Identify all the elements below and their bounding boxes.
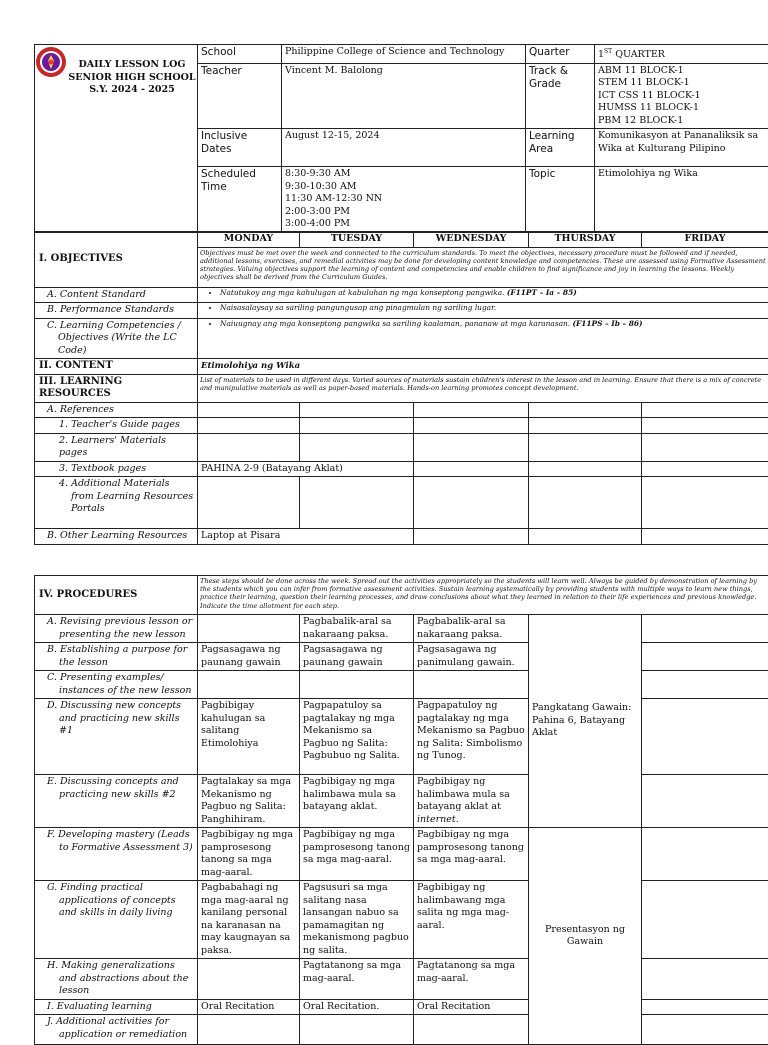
cell <box>642 999 768 1015</box>
procedure-d-wednesday: Pagpapatuloy ng pagtalakay ng mga Mekanismo sa Pagbuo ng Salita: Simbolismo ng Tunog. <box>414 699 529 775</box>
teacher-value: Vincent M. Balolong <box>282 63 526 129</box>
procedure-h-tuesday: Pagtatanong sa mga mag-aaral. <box>300 959 414 1000</box>
procedure-h-wednesday: Pagtatanong sa mga mag-aaral. <box>414 959 529 1000</box>
additional-materials-label: 4. Additional Materials from Learning Resources Portals <box>35 477 198 529</box>
day-header-tuesday: TUESDAY <box>300 232 414 248</box>
procedure-h-label: H. Making generalizations and abstractions about the lesson <box>35 959 198 1000</box>
procedure-b-wednesday: Pagsasagawa ng panimulang gawain. <box>414 643 529 671</box>
lesson-log-table <box>34 44 768 233</box>
school-label: School <box>198 45 282 64</box>
procedure-g-label: G. Finding practical applications of concepts and skills in daily living <box>35 881 198 959</box>
cell <box>529 529 642 545</box>
performance-standards-label: B. Performance Standards <box>35 303 198 319</box>
cell <box>642 828 768 881</box>
cell <box>414 433 529 461</box>
day-header-wednesday: WEDNESDAY <box>414 232 529 248</box>
cell <box>414 418 529 434</box>
procedure-c-monday <box>198 671 300 699</box>
procedure-a-label: A. Revising previous lesson or presenting the new lesson <box>35 615 198 643</box>
cell <box>198 477 300 529</box>
procedure-d-monday: Pagbibigay kahulugan sa salitang Etimolohiya <box>198 699 300 775</box>
learning-resources-label: III. LEARNING RESOURCES <box>35 374 198 402</box>
other-resources-value: Laptop at Pisara <box>198 529 414 545</box>
cell <box>642 775 768 828</box>
thursday-group-activity: Pangkatang Gawain: Pahina 6, Batayang Aklat <box>529 615 642 828</box>
procedures-table <box>34 575 768 1045</box>
day-header-thursday: THURSDAY <box>529 232 642 248</box>
learning-resources-note: List of materials to be used in different days. Varied sources of materials sustain children's interest in the lesson and in learning. Ensure that there is a mix of concrete and manipulative materials as well as paper-based materials. Hands-on learning promotes concept development. <box>198 374 768 402</box>
header-title-line1: DAILY LESSON LOG <box>67 59 197 72</box>
cell <box>198 418 300 434</box>
objectives-note: Objectives must be met over the week and connected to the curriculum standards. To meet the objectives, necessary procedure must be followed and if needed, additional lessons, exercises, and remedial activities may be done for developing content knowledge and competencies. These are assessed using Formative Assessment strategies. Valuing objectives support the learning of content and competencies and enable children to find significance and joy in learning the lessons. Weekly objectives shall be derived from the Curriculum Guides. <box>198 247 768 287</box>
procedure-c-wednesday <box>414 671 529 699</box>
content-label: II. CONTENT <box>35 359 198 375</box>
school-value: Philippine College of Science and Technology <box>282 45 526 64</box>
cell <box>642 881 768 959</box>
procedure-e-wednesday: Pagbibigay ng halimbawa mula sa batayang aklat at internet. <box>414 775 529 828</box>
procedure-a-monday <box>198 615 300 643</box>
procedure-j-label: J. Additional activities for application or remediation <box>35 1015 198 1045</box>
cell <box>414 529 529 545</box>
content-standard-label: A. Content Standard <box>35 287 198 303</box>
learning-competencies-label: C. Learning Competencies / Objectives (Write the LC Code) <box>35 318 198 359</box>
header-title-line3: S.Y. 2024 - 2025 <box>67 84 197 97</box>
learners-materials-label: 2. Learners' Materials pages <box>35 433 198 461</box>
time-values: 8:30-9:30 AM 9:30-10:30 AM 11:30 AM-12:30 NN 2:00-3:00 PM 3:00-4:00 PM <box>282 167 526 233</box>
objectives-label: I. OBJECTIVES <box>35 232 198 288</box>
cell <box>642 461 768 477</box>
objectives-table <box>34 231 768 545</box>
procedure-f-monday: Pagbibigay ng mga pamprosesong tanong sa mga mag-aaral. <box>198 828 300 881</box>
cell <box>642 699 768 775</box>
procedure-g-monday: Pagbabahagi ng mga mag-aaral ng kanilang personal na karanasan na may kaugnayan sa paksa. <box>198 881 300 959</box>
procedure-d-tuesday: Pagpapatuloy sa pagtalakay ng mga Mekanismo sa Pagbuo ng Salita: Pagbubuo ng Salita. <box>300 699 414 775</box>
dates-value: August 12-15, 2024 <box>282 129 526 167</box>
cell <box>300 402 414 418</box>
procedure-j-monday <box>198 1015 300 1045</box>
topic-value: Etimolohiya ng Wika <box>595 167 768 233</box>
textbook-pages-label: 3. Textbook pages <box>35 461 198 477</box>
cell <box>300 477 414 529</box>
area-value: Komunikasyon at Pananaliksik sa Wika at Kulturang Pilipino <box>595 129 768 167</box>
cell <box>529 433 642 461</box>
procedure-a-tuesday: Pagbabalik-aral sa nakaraang paksa. <box>300 615 414 643</box>
procedure-a-wednesday: Pagbabalik-aral sa nakaraang paksa. <box>414 615 529 643</box>
topic-label: Topic <box>526 167 595 233</box>
procedures-note: These steps should be done across the week. Spread out the activities appropriately so the students will learn well. Always be guided by demonstration of learning by the students which you can infer from formative assessment activities. Sustain learning systematically by providing students with multiple ways to learn new things, practice their learning, question their learning processes, and draw conclusions about what they learned in relation to their life experiences and previous knowledge. Indicate the time allotment for each step. <box>198 576 768 615</box>
cell <box>642 643 768 671</box>
procedure-f-label: F. Developing mastery (Leads to Formative Assessment 3) <box>35 828 198 881</box>
procedure-f-tuesday: Pagbibigay ng mga pamprosesong tanong sa mga mag-aaral. <box>300 828 414 881</box>
procedure-d-label: D. Discussing new concepts and practicing new skills #1 <box>35 699 198 775</box>
procedure-b-label: B. Establishing a purpose for the lesson <box>35 643 198 671</box>
procedure-i-tuesday: Oral Recitation. <box>300 999 414 1015</box>
procedure-e-tuesday: Pagbibigay ng mga halimbawa mula sa batayang aklat. <box>300 775 414 828</box>
cell <box>642 1015 768 1045</box>
cell <box>642 477 768 529</box>
procedure-j-wednesday <box>414 1015 529 1045</box>
cell <box>642 433 768 461</box>
cell <box>642 529 768 545</box>
procedure-j-tuesday <box>300 1015 414 1045</box>
procedure-h-monday <box>198 959 300 1000</box>
procedure-i-wednesday: Oral Recitation <box>414 999 529 1015</box>
cell <box>198 402 300 418</box>
cell <box>529 402 642 418</box>
cell <box>642 418 768 434</box>
day-header-friday: FRIDAY <box>642 232 768 248</box>
learning-competencies-value: • Naiuugnay ang mga konseptong pangwika sa sariling kaalaman, pananaw at mga karanasan. (F11PS – Ib – 86) <box>198 318 768 359</box>
cell <box>529 477 642 529</box>
cell <box>642 959 768 1000</box>
procedure-c-tuesday <box>300 671 414 699</box>
references-label: A. References <box>35 402 198 418</box>
other-resources-label: B. Other Learning Resources <box>35 529 198 545</box>
performance-standards-value: • Naisasalaysay sa sariling pangungusap ang pinagmulan ng sariling lugar. <box>198 303 768 319</box>
procedure-g-tuesday: Pagsusuri sa mga salitang nasa lansangan nabuo sa pamamagitan ng mekanismong pagbuo ng salita. <box>300 881 414 959</box>
procedure-i-monday: Oral Recitation <box>198 999 300 1015</box>
procedure-b-tuesday: Pagsasagawa ng paunang gawain <box>300 643 414 671</box>
content-value: Etimolohiya ng Wika <box>198 359 768 375</box>
procedure-i-label: I. Evaluating learning <box>35 999 198 1015</box>
procedure-e-label: E. Discussing concepts and practicing new skills #2 <box>35 775 198 828</box>
day-header-monday: MONDAY <box>198 232 300 248</box>
time-label: Scheduled Time <box>198 167 282 233</box>
cell <box>529 461 642 477</box>
cell <box>642 615 768 643</box>
cell <box>642 402 768 418</box>
dates-label: Inclusive Dates <box>198 129 282 167</box>
cell <box>414 461 529 477</box>
cell <box>642 671 768 699</box>
header-title-line2: SENIOR HIGH SCHOOL <box>67 72 197 85</box>
procedure-b-monday: Pagsasagawa ng paunang gawain <box>198 643 300 671</box>
cell <box>414 402 529 418</box>
quarter-label: Quarter <box>526 45 595 64</box>
cell <box>300 418 414 434</box>
content-standard-value: • Natutukoy ang mga kahulugan at kabuluhan ng mga konseptong pangwika. (F11PT – Ia – 85) <box>198 287 768 303</box>
school-seal-icon <box>35 46 67 78</box>
teacher-label: Teacher <box>198 63 282 129</box>
quarter-value: 1ST QUARTER <box>595 45 768 64</box>
textbook-pages-value: PAHINA 2-9 (Batayang Aklat) <box>198 461 414 477</box>
procedure-e-monday: Pagtalakay sa mga Mekanismo ng Pagbuo ng Salita: Panghihiram. <box>198 775 300 828</box>
cell <box>198 433 300 461</box>
cell <box>414 477 529 529</box>
procedures-label: IV. PROCEDURES <box>35 576 198 615</box>
header-logo-cell <box>35 45 198 233</box>
procedure-g-wednesday: Pagbibigay ng halimbawang mga salita ng mga mag-aaral. <box>414 881 529 959</box>
teachers-guide-label: 1. Teacher's Guide pages <box>35 418 198 434</box>
cell <box>529 418 642 434</box>
area-label: Learning Area <box>526 129 595 167</box>
track-values: ABM 11 BLOCK-1 STEM 11 BLOCK-1 ICT CSS 11 BLOCK-1 HUMSS 11 BLOCK-1 PBM 12 BLOCK-1 <box>595 63 768 129</box>
procedure-c-label: C. Presenting examples/ instances of the new lesson <box>35 671 198 699</box>
thursday-presentation: Presentasyon ng Gawain <box>529 828 642 1045</box>
procedure-f-wednesday: Pagbibigay ng mga pamprosesong tanong sa mga mag-aaral. <box>414 828 529 881</box>
cell <box>300 433 414 461</box>
track-label: Track & Grade <box>526 63 595 129</box>
